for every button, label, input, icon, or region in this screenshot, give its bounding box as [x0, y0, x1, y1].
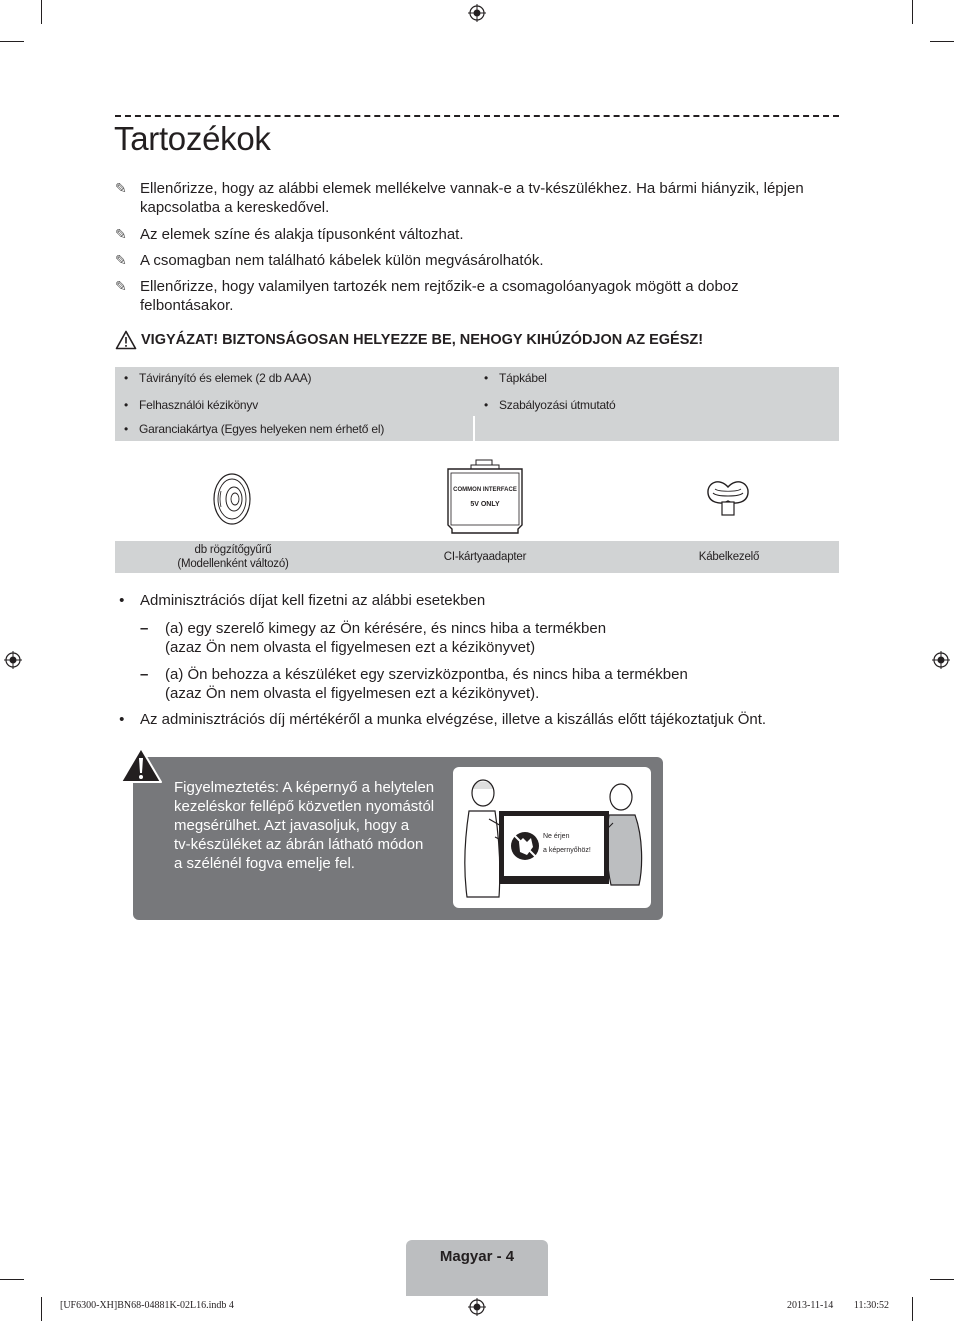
cable-manager-icon: [705, 475, 751, 521]
note-item: ✎ Ellenőrizze, hogy az alábbi elemek mellékelve vannak-e a tv-készülékhez. Ha bármi hiányzik, lépjen kapcsolatba a kereskedővel.: [115, 180, 804, 216]
tv-lifting-illustration: [453, 767, 651, 908]
accessories-table: [115, 367, 839, 441]
registration-mark-icon: [468, 1298, 486, 1316]
ci-card-adapter-icon: [446, 459, 524, 535]
crop-mark: [930, 1279, 954, 1280]
list-item: • Tápkábel: [484, 371, 547, 385]
svg-text:COMMON INTERFACE: COMMON INTERFACE: [453, 487, 517, 493]
crop-mark: [41, 0, 42, 24]
pencil-note-icon: ✎: [115, 226, 127, 242]
warning-text: Figyelmeztetés: A képernyő a helytelen kezeléskor fellépő közvetlen nyomástól megsérülhet. Azt javasoljuk, hogy a tv-készüléket az ábrán látható módon a szélénél fogva emelje fel.: [174, 779, 435, 872]
note-item: ✎ A csomagban nem található kábelek külön megvásárolhatók.: [115, 252, 544, 269]
list-item: • Adminisztrációs díjat kell fizetni az alábbi esetekben: [115, 592, 486, 609]
list-item: • Szabályozási útmutató: [484, 398, 616, 412]
registration-mark-icon: [4, 651, 22, 669]
list-item: – (a) egy szerelő kimegy az Ön kérésére, és nincs hiba a termékben (azaz Ön nem olvasta el figyelmesen ezt a kézikönyvet): [140, 620, 607, 656]
print-slug-left: [UF6300-XH]BN68-04881K-02L16.indb 4: [60, 1300, 234, 1311]
crop-mark: [930, 41, 954, 42]
registration-mark-icon: [932, 651, 950, 669]
pencil-note-icon: ✎: [115, 252, 127, 268]
title-rule: [115, 115, 839, 117]
svg-text:a képernyőhöz!: a képernyőhöz!: [543, 847, 591, 854]
list-item: • Az adminisztrációs díj mértékéről a munka elvégzése, illetve a kiszállás előtt tájékoztatjuk Önt.: [115, 711, 767, 728]
list-item: – (a) Ön behozza a készüléket egy szervizközpontba, és nincs hiba a termékben (azaz Ön nem olvasta el figyelmesen ezt a kézikönyvet).: [140, 666, 688, 702]
caution-line: VIGYÁZAT! BIZTONSÁGOSAN HELYEZZE BE, NEHOGY KIHÚZÓDJON AZ EGÉSZ!: [115, 330, 839, 350]
caution-triangle-icon: [115, 330, 137, 350]
list-item: • Garanciakártya (Egyes helyeken nem érhető el): [124, 422, 385, 436]
pencil-note-icon: ✎: [115, 278, 127, 294]
page-title: Tartozékok: [114, 120, 271, 157]
registration-mark-icon: [468, 4, 486, 22]
people-carrying-tv-icon: [453, 767, 651, 908]
accessory-captions: db rögzítőgyűrű (Modellenként változó) CI-kártyaadapter Kábelkezelő: [115, 541, 839, 573]
list-item: • Felhasználói kézikönyv: [124, 398, 258, 412]
holder-ring-icon: [211, 471, 253, 527]
print-slug-right: 2013-11-14 ￿￿ 11:30:52: [787, 1300, 890, 1311]
crop-mark: [0, 41, 24, 42]
svg-text:Ne érjen: Ne érjen: [543, 833, 570, 840]
note-item: ✎ Az elemek színe és alakja típusonként változhat.: [115, 226, 464, 243]
crop-mark: [912, 0, 913, 24]
list-item: • Távirányító és elemek (2 db AAA): [124, 371, 312, 385]
note-item: ✎ Ellenőrizze, hogy valamilyen tartozék nem rejtőzik-e a csomagolóanyagok mögött a doboz felbontásakor.: [115, 278, 739, 314]
svg-text:5V ONLY: 5V ONLY: [470, 501, 500, 508]
warning-triangle-icon: [119, 746, 163, 784]
accessory-illustrations: [115, 443, 839, 541]
crop-mark: [0, 1279, 24, 1280]
crop-mark: [912, 1297, 913, 1321]
pencil-note-icon: ✎: [115, 180, 127, 196]
crop-mark: [41, 1297, 42, 1321]
page-number: Magyar - 4: [439, 1248, 515, 1265]
